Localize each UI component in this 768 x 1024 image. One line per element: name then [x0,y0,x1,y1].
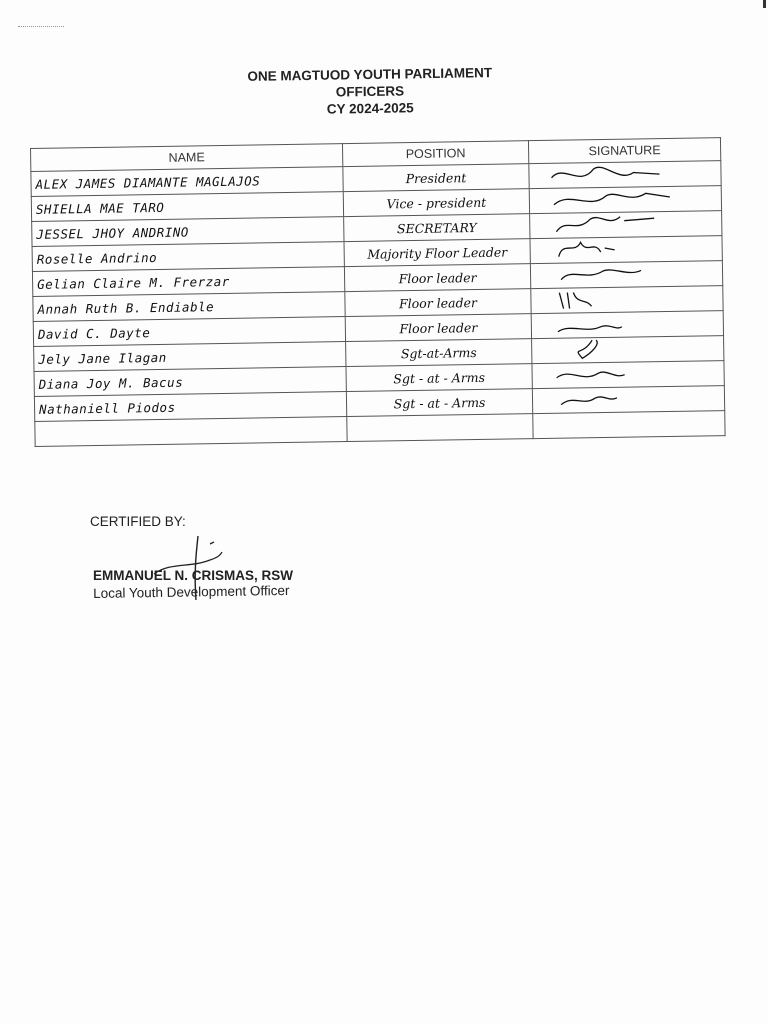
header-subtitle: OFFICERS [335,83,405,100]
handwritten-signature [552,337,692,363]
officer-position: Floor leader [345,314,531,342]
signature-cell [532,386,724,414]
handwritten-signature [551,262,691,288]
officer-name: ALEX JAMES DIAMANTE MAGLAJOS [31,167,343,197]
officer-position: Floor leader [344,264,530,292]
certifier-name: EMMANUEL N. CRISMAS, RSW [93,568,294,583]
column-header-position: POSITION [342,141,528,167]
officer-name: Gelian Claire M. Frerzar [32,267,344,297]
officer-name: JESSEL JHOY ANDRINO [32,217,344,247]
signature-cell [529,186,721,214]
officer-position: Majority Floor Leader [344,239,530,267]
header-title: ONE MAGTUOD YOUTH PARLIAMENT [247,65,493,84]
header-term: CY 2024-2025 [326,100,414,117]
handwritten-signature [550,212,690,238]
scan-artifact [18,26,64,33]
signature-cell [529,161,721,189]
officer-name: Roselle Andrino [32,242,344,272]
officers-table-container [30,137,725,440]
signature-cell [532,336,724,364]
officer-position: Sgt - at - Arms [346,364,532,392]
officer-name [35,417,347,447]
officer-position [347,414,533,442]
officer-name: Diana Joy M. Bacus [34,367,346,397]
signature-cell [530,236,722,264]
handwritten-signature [552,362,692,388]
certified-by-label: CERTIFIED BY: [90,514,186,529]
column-header-signature: SIGNATURE [528,138,720,164]
officer-position: SECRETARY [344,214,530,242]
signature-cell [533,411,725,439]
table-body [31,161,725,447]
signature-cell [531,286,723,314]
scan-edge-mark [763,0,766,8]
handwritten-signature [550,237,690,263]
handwritten-signature [552,312,692,338]
officer-position: Sgt-at-Arms [346,339,532,367]
officer-name: Nathaniell Piodos [34,392,346,422]
handwritten-signature [553,387,693,413]
officer-position: President [343,164,529,192]
handwritten-signature [551,287,691,313]
officer-position: Vice - president [343,189,529,217]
officer-name: Jely Jane Ilagan [34,342,346,372]
signature-cell [531,311,723,339]
column-header-name: NAME [31,144,343,172]
handwritten-signature [549,162,689,188]
officer-position: Sgt - at - Arms [346,389,532,417]
signature-cell [532,361,724,389]
document-header [200,63,541,119]
officer-name: Annah Ruth B. Endiable [33,292,345,322]
signature-cell [530,211,722,239]
officer-position: Floor leader [345,289,531,317]
officers-table [30,137,726,447]
officer-name: SHIELLA MAE TARO [31,192,343,222]
certifier-title: Local Youth Development Officer [93,582,290,601]
signature-cell [530,261,722,289]
handwritten-signature [550,187,690,213]
officer-name: David C. Dayte [33,317,345,347]
